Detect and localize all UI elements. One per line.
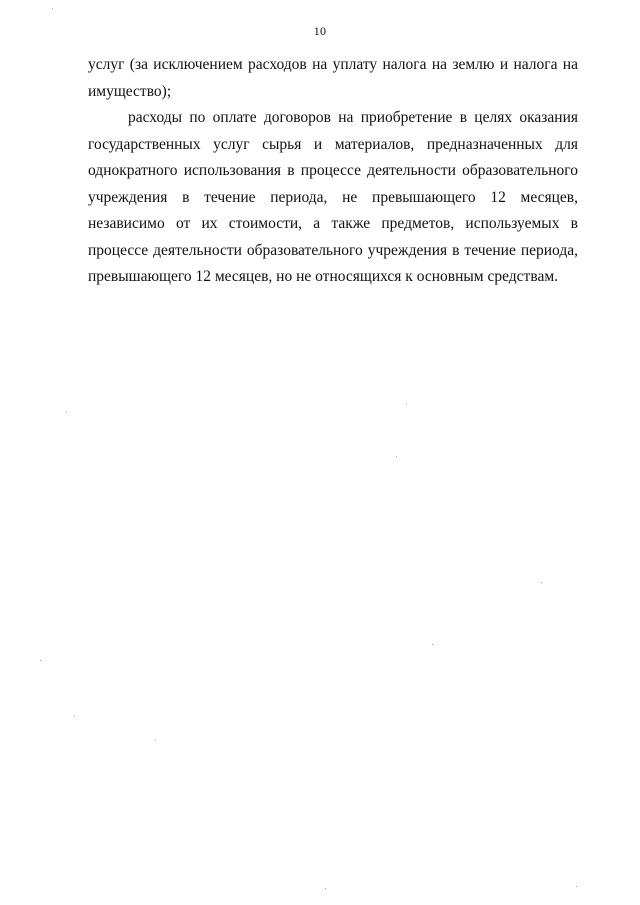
- scan-speck: [432, 644, 433, 645]
- scan-speck: [541, 582, 542, 583]
- paragraph-expenses-materials: расходы по оплате договоров на приобретение в целях оказания государственных услуг сырья и материалов, предназначенных для однократного использования в процессе деятельности образовательного учреждения в течение периода, не превышающего 12 месяцев, независимо от их стоимости, а также предметов, используемых в процессе деятельности образовательного учреждения в течение периода, превышающего 12 месяцев, но не относящихся к основным средствам.: [88, 109, 578, 285]
- scan-speck: [396, 456, 397, 457]
- scan-speck: [406, 404, 407, 405]
- scan-speck: [155, 740, 156, 741]
- scan-speck: [74, 716, 75, 717]
- paragraph-continuation: услуг (за исключением расходов на уплату налога на землю и налога на имущество);: [88, 56, 578, 100]
- scan-speck: [52, 8, 53, 9]
- document-body: [88, 52, 578, 291]
- scan-speck: [325, 888, 326, 889]
- scan-speck: [66, 412, 67, 413]
- page-number: 10: [313, 24, 327, 38]
- scan-speck: [576, 886, 577, 887]
- scan-speck: [40, 660, 41, 661]
